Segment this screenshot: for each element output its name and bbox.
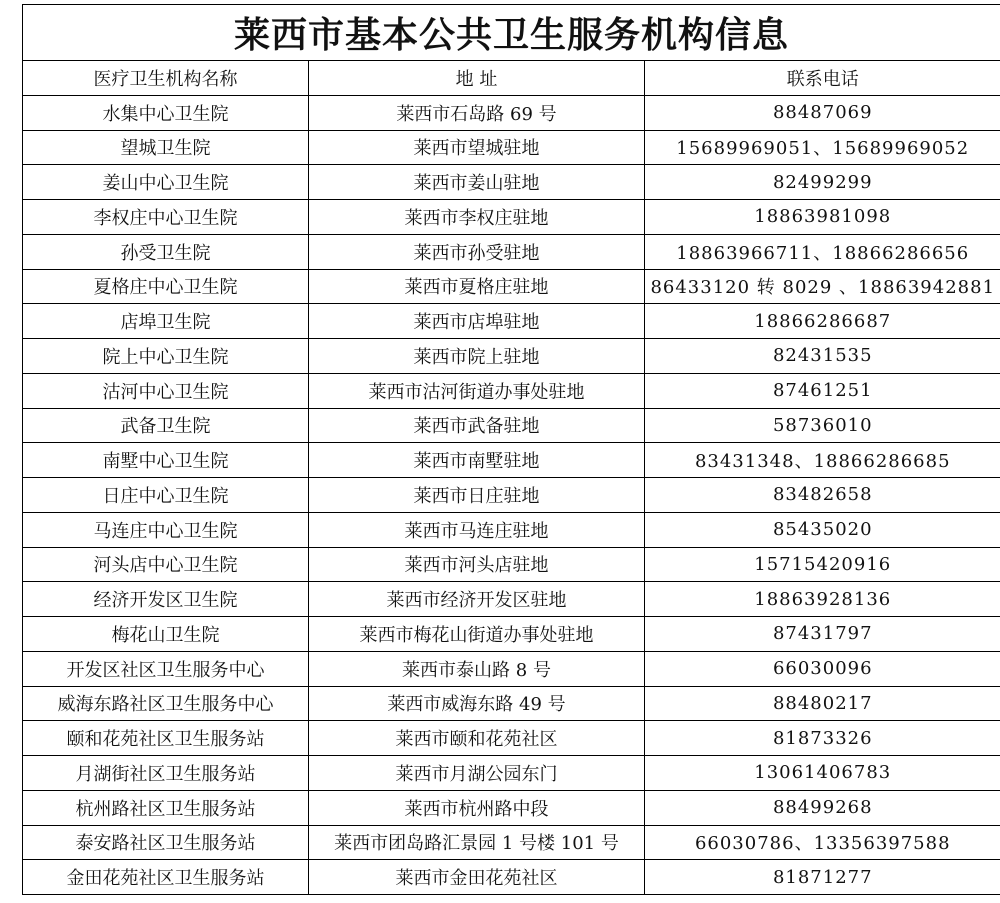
- table-row: [23, 234, 1000, 269]
- cell-name: 金田花苑社区卫生服务站: [23, 860, 309, 895]
- header-phone: 联系电话: [645, 61, 1000, 96]
- header-address: 地 址: [309, 61, 645, 96]
- table-row: [23, 478, 1000, 513]
- cell-phone: 18866286687: [645, 304, 1000, 339]
- cell-phone: 18863966711、18866286656: [645, 234, 1000, 269]
- table-row: [23, 582, 1000, 617]
- cell-name: 水集中心卫生院: [23, 95, 309, 130]
- cell-name: 河头店中心卫生院: [23, 547, 309, 582]
- cell-phone: 83431348、18866286685: [645, 443, 1000, 478]
- cell-phone: 66030096: [645, 651, 1000, 686]
- cell-name: 院上中心卫生院: [23, 339, 309, 374]
- cell-address: 莱西市杭州路中段: [309, 790, 645, 825]
- cell-address: 莱西市店埠驻地: [309, 304, 645, 339]
- cell-name: 李权庄中心卫生院: [23, 200, 309, 235]
- cell-name: 泰安路社区卫生服务站: [23, 825, 309, 860]
- cell-address: 莱西市经济开发区驻地: [309, 582, 645, 617]
- table-row: [23, 339, 1000, 374]
- cell-name: 日庄中心卫生院: [23, 478, 309, 513]
- cell-address: 莱西市李权庄驻地: [309, 200, 645, 235]
- table-row: [23, 200, 1000, 235]
- cell-phone: 88480217: [645, 686, 1000, 721]
- table-row: [23, 756, 1000, 791]
- cell-address: 莱西市威海东路 49 号: [309, 686, 645, 721]
- cell-phone: 58736010: [645, 408, 1000, 443]
- cell-address: 莱西市颐和花苑社区: [309, 721, 645, 756]
- table-row: [23, 547, 1000, 582]
- title-row: [22, 4, 1000, 60]
- table-row: [23, 721, 1000, 756]
- cell-address: 莱西市马连庄驻地: [309, 512, 645, 547]
- table-row: [23, 304, 1000, 339]
- institution-table: [22, 60, 1000, 895]
- table-row: [23, 443, 1000, 478]
- cell-phone: 82499299: [645, 165, 1000, 200]
- cell-address: 莱西市孙受驻地: [309, 234, 645, 269]
- table-row: [23, 825, 1000, 860]
- cell-name: 经济开发区卫生院: [23, 582, 309, 617]
- cell-address: 莱西市沽河街道办事处驻地: [309, 373, 645, 408]
- cell-name: 武备卫生院: [23, 408, 309, 443]
- cell-phone: 81871277: [645, 860, 1000, 895]
- cell-address: 莱西市日庄驻地: [309, 478, 645, 513]
- table-body: [23, 95, 1000, 894]
- cell-name: 马连庄中心卫生院: [23, 512, 309, 547]
- cell-address: 莱西市月湖公园东门: [309, 756, 645, 791]
- cell-address: 莱西市院上驻地: [309, 339, 645, 374]
- cell-address: 莱西市石岛路 69 号: [309, 95, 645, 130]
- table-row: [23, 860, 1000, 895]
- cell-phone: 85435020: [645, 512, 1000, 547]
- cell-address: 莱西市河头店驻地: [309, 547, 645, 582]
- table-row: [23, 790, 1000, 825]
- cell-address: 莱西市望城驻地: [309, 130, 645, 165]
- cell-name: 月湖街社区卫生服务站: [23, 756, 309, 791]
- table-row: [23, 373, 1000, 408]
- cell-name: 威海东路社区卫生服务中心: [23, 686, 309, 721]
- cell-phone: 87461251: [645, 373, 1000, 408]
- cell-address: 莱西市姜山驻地: [309, 165, 645, 200]
- table-row: [23, 95, 1000, 130]
- table-row: [23, 651, 1000, 686]
- cell-name: 姜山中心卫生院: [23, 165, 309, 200]
- table-header-row: [23, 61, 1000, 96]
- cell-phone: 82431535: [645, 339, 1000, 374]
- cell-phone: 83482658: [645, 478, 1000, 513]
- cell-name: 开发区社区卫生服务中心: [23, 651, 309, 686]
- cell-phone: 88499268: [645, 790, 1000, 825]
- cell-address: 莱西市团岛路汇景园 1 号楼 101 号: [309, 825, 645, 860]
- cell-phone: 88487069: [645, 95, 1000, 130]
- table-row: [23, 512, 1000, 547]
- cell-name: 南墅中心卫生院: [23, 443, 309, 478]
- cell-phone: 81873326: [645, 721, 1000, 756]
- table-row: [23, 408, 1000, 443]
- cell-phone: 18863928136: [645, 582, 1000, 617]
- cell-address: 莱西市武备驻地: [309, 408, 645, 443]
- page-title: 莱西市基本公共卫生服务机构信息: [233, 15, 789, 56]
- cell-address: 莱西市南墅驻地: [309, 443, 645, 478]
- cell-phone: 18863981098: [645, 200, 1000, 235]
- cell-name: 颐和花苑社区卫生服务站: [23, 721, 309, 756]
- table-row: [23, 130, 1000, 165]
- cell-address: 莱西市梅花山街道办事处驻地: [309, 617, 645, 652]
- cell-name: 店埠卫生院: [23, 304, 309, 339]
- table-row: [23, 686, 1000, 721]
- cell-phone: 15715420916: [645, 547, 1000, 582]
- cell-name: 沽河中心卫生院: [23, 373, 309, 408]
- cell-phone: 15689969051、15689969052: [645, 130, 1000, 165]
- cell-name: 望城卫生院: [23, 130, 309, 165]
- cell-phone: 13061406783: [645, 756, 1000, 791]
- cell-address: 莱西市夏格庄驻地: [309, 269, 645, 304]
- table-row: [23, 165, 1000, 200]
- cell-address: 莱西市泰山路 8 号: [309, 651, 645, 686]
- table-row: [23, 617, 1000, 652]
- header-name: 医疗卫生机构名称: [23, 61, 309, 96]
- table-row: [23, 269, 1000, 304]
- cell-name: 孙受卫生院: [23, 234, 309, 269]
- cell-name: 梅花山卫生院: [23, 617, 309, 652]
- cell-phone: 86433120 转 8029 、18863942881: [645, 269, 1000, 304]
- cell-phone: 66030786、13356397588: [645, 825, 1000, 860]
- cell-name: 杭州路社区卫生服务站: [23, 790, 309, 825]
- cell-name: 夏格庄中心卫生院: [23, 269, 309, 304]
- cell-phone: 87431797: [645, 617, 1000, 652]
- cell-address: 莱西市金田花苑社区: [309, 860, 645, 895]
